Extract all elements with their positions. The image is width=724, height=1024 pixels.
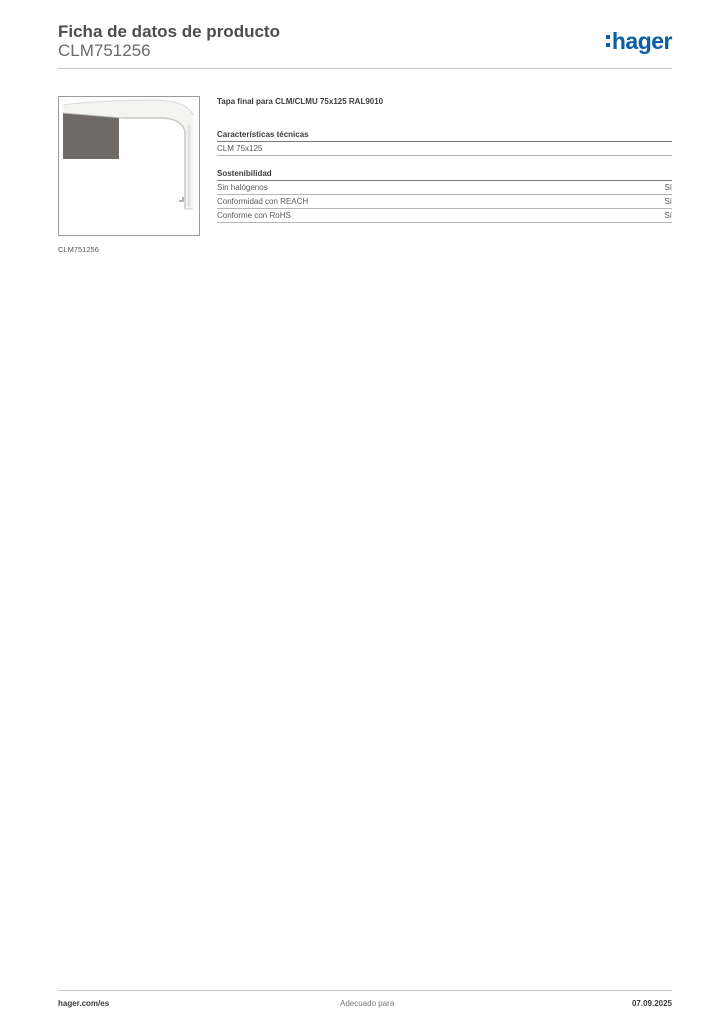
hager-logo <box>606 26 672 56</box>
product-reference: CLM751256 <box>58 41 151 60</box>
page-header <box>58 22 672 69</box>
spec-value: Sí <box>664 197 672 206</box>
spec-value: Sí <box>664 183 672 192</box>
section-title: Sostenibilidad <box>217 167 672 181</box>
logo-dots-icon <box>606 33 610 49</box>
section-title: Características técnicas <box>217 128 672 142</box>
spec-row <box>217 195 672 209</box>
spec-row <box>217 181 672 195</box>
section-technical <box>217 128 672 156</box>
image-caption: CLM751256 <box>58 245 99 254</box>
spec-row <box>217 142 672 156</box>
page-footer <box>58 990 672 1013</box>
product-title: Tapa final para CLM/CLMU 75x125 RAL9010 <box>217 97 384 106</box>
footer-date: 07.09.2025 <box>631 999 672 1008</box>
product-details <box>217 96 672 234</box>
spec-row <box>217 209 672 223</box>
document-title: Ficha de datos de producto <box>58 22 280 41</box>
product-image <box>58 96 200 236</box>
spec-label: Sin halógenos <box>217 183 268 192</box>
footer-suitable-for: Adecuado para <box>340 999 395 1008</box>
logo-text: hager <box>611 27 672 54</box>
spec-label: CLM 75x125 <box>217 144 263 153</box>
spec-value: Sí <box>664 211 672 220</box>
spec-label: Conformidad con REACH <box>217 197 309 206</box>
section-sustainability <box>217 167 672 223</box>
footer-website-link[interactable]: hager.com/es <box>58 999 110 1008</box>
spec-label: Conforme con RoHS <box>217 211 291 220</box>
end-cap-image <box>59 97 199 235</box>
